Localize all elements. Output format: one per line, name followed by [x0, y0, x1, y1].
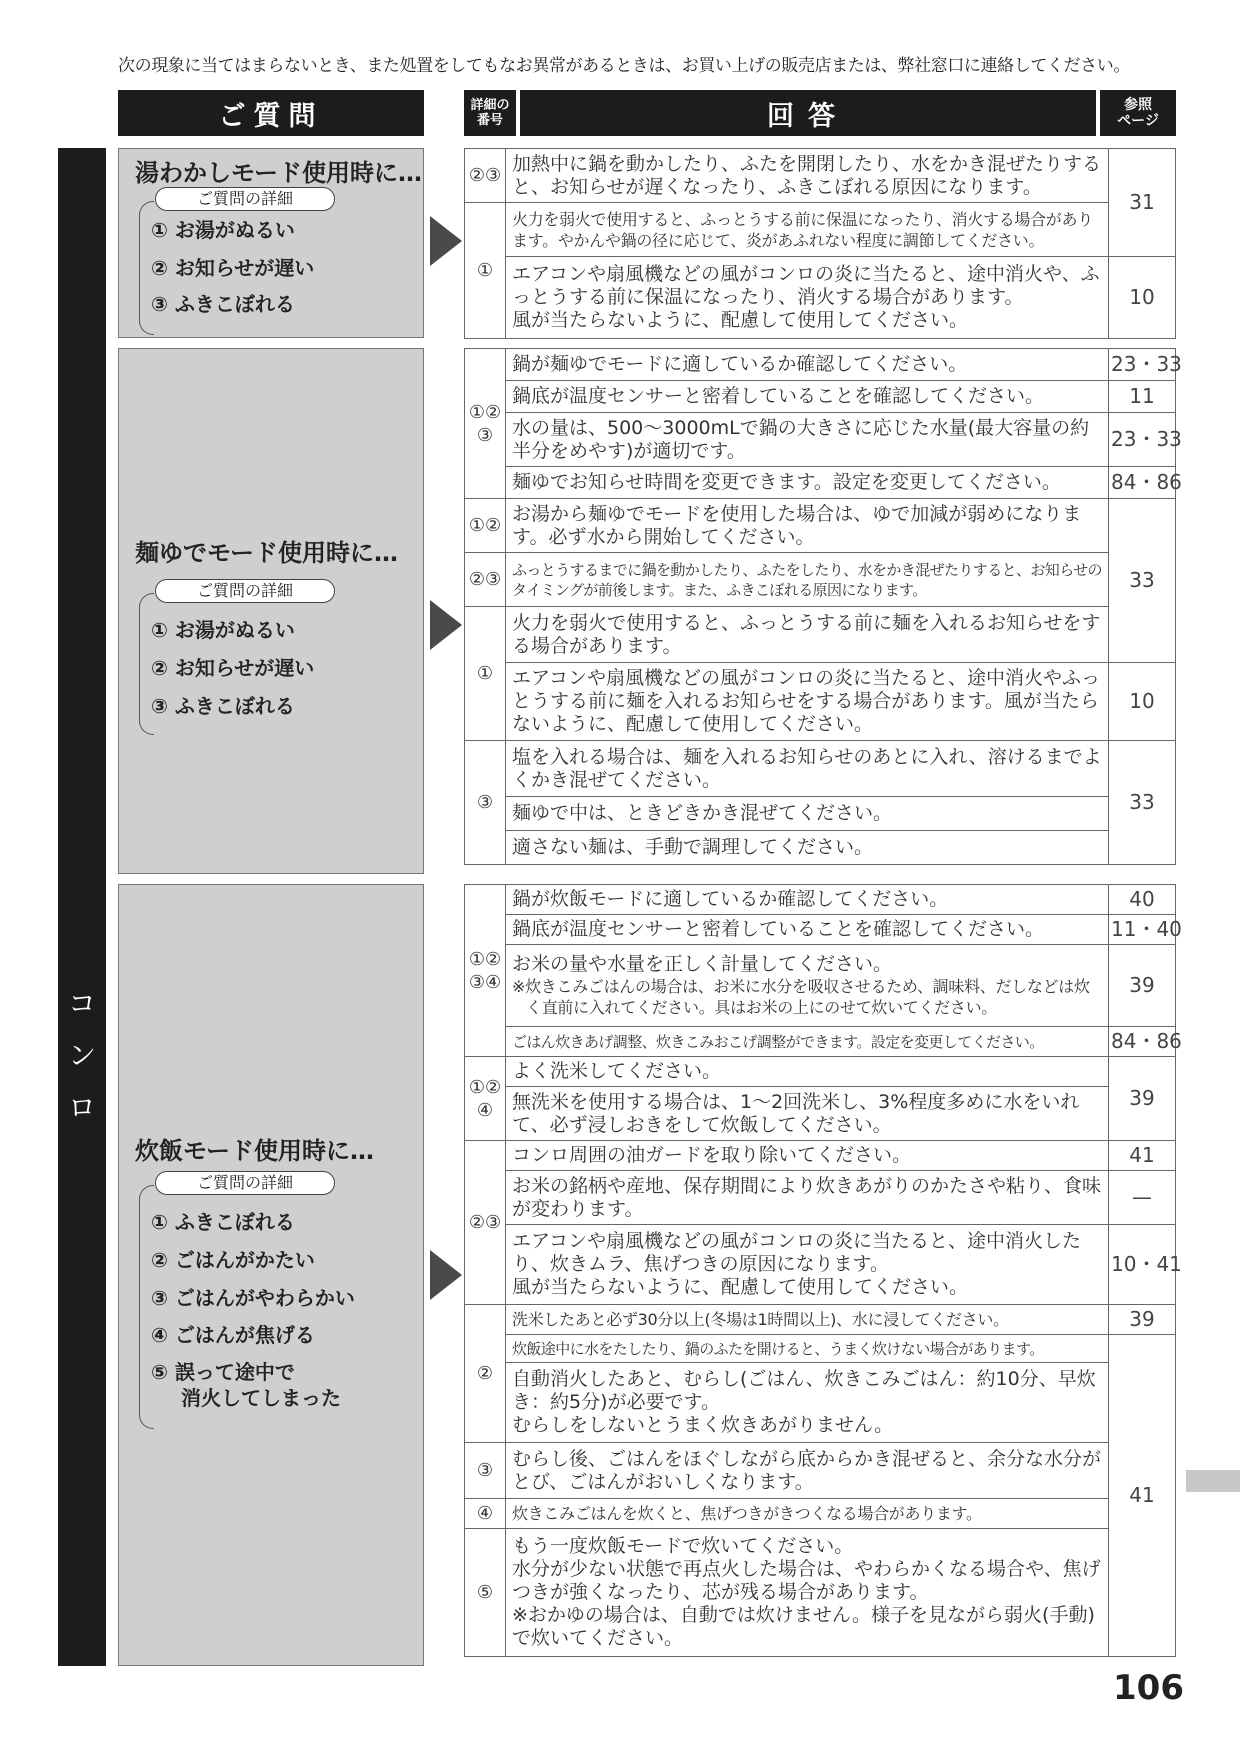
- answer-text: 鍋底が温度センサーと密着していることを確認してください。: [506, 381, 1109, 413]
- question-item: ③ ふきこぼれる: [151, 694, 295, 718]
- question-title: 湯わかしモード使用時に…: [135, 159, 423, 187]
- question-box-kettle: [118, 148, 424, 338]
- reference-page: 10: [1109, 257, 1176, 339]
- detail-number: ②: [465, 1305, 506, 1443]
- detail-number: ①②: [465, 499, 506, 553]
- reference-page: 33: [1109, 499, 1176, 663]
- arrow-icon: [430, 216, 462, 266]
- header-answer: 回答: [520, 90, 1096, 136]
- detail-label: ご質問の詳細: [155, 579, 335, 603]
- answer-text: ふっとうするまでに鍋を動かしたり、ふたをしたり、水をかき混ぜたりすると、お知らせのタイミングが前後します。また、ふきこぼれる原因になります。: [506, 553, 1109, 607]
- question-item: ③ ふきこぼれる: [151, 292, 295, 316]
- question-item: ② お知らせが遅い: [151, 256, 315, 280]
- arrow-icon: [430, 600, 462, 650]
- reference-page: 11・40: [1109, 915, 1176, 945]
- question-item: ⑤ 誤って途中で: [151, 1360, 295, 1384]
- answer-text: 自動消火したあと、むらし(ごはん、炊きこみごはん：約10分、早炊き：約5分)が必要です。 むらしをしないとうまく炊きあがりません。: [506, 1363, 1109, 1443]
- section-sidebar: [58, 148, 106, 1666]
- answer-text: 塩を入れる場合は、麺を入れるお知らせのあとに入れ、溶けるまでよくかき混ぜてください。: [506, 741, 1109, 797]
- detail-number: ②③: [465, 553, 506, 607]
- question-item: ② お知らせが遅い: [151, 656, 315, 680]
- question-title: 炊飯モード使用時に…: [135, 1137, 375, 1165]
- answer-text: 麺ゆでお知らせ時間を変更できます。設定を変更してください。: [506, 467, 1109, 499]
- header-question: ご質問: [118, 90, 424, 136]
- reference-page: 39: [1109, 1057, 1176, 1141]
- reference-page: 84・86: [1109, 467, 1176, 499]
- answer-text: お湯から麺ゆでモードを使用した場合は、ゆで加減が弱めになります。必ず水から開始してください。: [506, 499, 1109, 553]
- answer-text: エアコンや扇風機などの風がコンロの炎に当たると、途中消火やふっとうする前に麺を入れるお知らせをする場合があります。風が当たらないように、配慮して使用してください。: [506, 663, 1109, 741]
- reference-page: 10・41: [1109, 1225, 1176, 1305]
- reference-page: 23・33: [1109, 413, 1176, 467]
- reference-page: 84・86: [1109, 1027, 1176, 1057]
- question-item: ① お湯がぬるい: [151, 618, 295, 642]
- reference-page: 11: [1109, 381, 1176, 413]
- header-reference-page: 参照 ページ: [1100, 90, 1176, 136]
- question-item: ① ふきこぼれる: [151, 1210, 295, 1234]
- detail-number: ⑤: [465, 1529, 506, 1657]
- reference-page: 41: [1109, 1335, 1176, 1657]
- answer-table-rice: [464, 884, 1182, 1657]
- question-item: ① お湯がぬるい: [151, 218, 295, 242]
- answer-cell: [506, 945, 1109, 1027]
- intro-text: 次の現象に当てはまらないとき、また処置をしてもなお異常があるときは、お買い上げの販売店または、弊社窓口に連絡してください。: [118, 56, 1130, 76]
- answer-text: 無洗米を使用する場合は、1〜2回洗米し、3%程度多めに水をいれて、必ず浸しおきをして炊飯してください。: [506, 1087, 1109, 1141]
- reference-page: 31: [1109, 149, 1176, 257]
- question-title: 麺ゆでモード使用時に…: [135, 539, 399, 567]
- reference-page: 10: [1109, 663, 1176, 741]
- detail-number: ③: [465, 741, 506, 865]
- answer-text: お米の銘柄や産地、保存期間により炊きあがりのかたさや粘り、食味が変わります。: [506, 1171, 1109, 1225]
- answer-text: 鍋が麺ゆでモードに適しているか確認してください。: [506, 349, 1109, 381]
- answer-table-noodle: [464, 348, 1182, 865]
- reference-page: 39: [1109, 945, 1176, 1027]
- detail-number: ②③: [465, 1141, 506, 1305]
- detail-number: ①: [465, 607, 506, 741]
- answer-text: むらし後、ごはんをほぐしながら底からかき混ぜると、余分な水分がとび、ごはんがおいしくなります。: [506, 1443, 1109, 1499]
- reference-page: 41: [1109, 1141, 1176, 1171]
- page-edge-tab: [1186, 1470, 1240, 1492]
- sidebar-label: コ ン ロ: [67, 987, 96, 1124]
- header-detail-number: 詳細の 番号: [464, 90, 516, 136]
- answer-text: エアコンや扇風機などの風がコンロの炎に当たると、途中消火したり、炊きムラ、焦げつきの原因になります。 風が当たらないように、配慮して使用してください。: [506, 1225, 1109, 1305]
- answer-note: ※炊きこみごはんの場合は、お米に水分を吸収させるため、調味料、だしなどは炊く直前に入れてください。具はお米の上にのせて炊いてください。: [512, 977, 1090, 1017]
- reference-page: 33: [1109, 741, 1176, 865]
- question-item: ④ ごはんが焦げる: [151, 1323, 315, 1347]
- answer-text: 炊きこみごはんを炊くと、焦げつきがきつくなる場合があります。: [506, 1499, 1109, 1529]
- answer-text: 火力を弱火で使用すると、ふっとうする前に麺を入れるお知らせをする場合があります。: [506, 607, 1109, 663]
- answer-text: 火力を弱火で使用すると、ふっとうする前に保温になったり、消火する場合があります。やかんや鍋の径に応じて、炎があふれない程度に調節してください。: [506, 203, 1109, 257]
- answer-text: 加熱中に鍋を動かしたり、ふたを開閉したり、水をかき混ぜたりすると、お知らせが遅くなったり、ふきこぼれる原因になります。: [506, 149, 1109, 203]
- detail-number: ②③: [465, 149, 506, 203]
- answer-table-kettle: [464, 148, 1176, 339]
- question-item: ③ ごはんがやわらかい: [151, 1286, 355, 1310]
- arrow-icon: [430, 1250, 462, 1300]
- question-item: ② ごはんがかたい: [151, 1248, 315, 1272]
- reference-page: 39: [1109, 1305, 1176, 1335]
- answer-text: ごはん炊きあげ調整、炊きこみおこげ調整ができます。設定を変更してください。: [506, 1027, 1109, 1057]
- answer-text: 麺ゆで中は、ときどきかき混ぜてください。: [506, 797, 1109, 831]
- answer-text: 水の量は、500〜3000mLで鍋の大きさに応じた水量(最大容量の約半分をめやす)が適切です。: [506, 413, 1109, 467]
- detail-number: ④: [465, 1499, 506, 1529]
- detail-number: ①② ③: [465, 349, 506, 499]
- answer-text: お米の量や水量を正しく計量してください。: [512, 953, 893, 975]
- reference-page: 23・33: [1109, 349, 1176, 381]
- question-item: 消火してしまった: [181, 1386, 341, 1410]
- answer-text: 鍋底が温度センサーと密着していることを確認してください。: [506, 915, 1109, 945]
- answer-text: 鍋が炊飯モードに適しているか確認してください。: [506, 885, 1109, 915]
- detail-number: ①: [465, 203, 506, 339]
- answer-text: 炊飯途中に水をたしたり、鍋のふたを開けると、うまく炊けない場合があります。: [506, 1335, 1109, 1363]
- reference-page: 40: [1109, 885, 1176, 915]
- reference-page: —: [1109, 1171, 1176, 1225]
- detail-number: ③: [465, 1443, 506, 1499]
- answer-text: 洗米したあと必ず30分以上(冬場は1時間以上)、水に浸してください。: [506, 1305, 1109, 1335]
- detail-number: ①② ③④: [465, 885, 506, 1057]
- answer-text: 適さない麺は、手動で調理してください。: [506, 831, 1109, 865]
- page-number: 106: [1113, 1668, 1184, 1708]
- answer-text: コンロ周囲の油ガードを取り除いてください。: [506, 1141, 1109, 1171]
- detail-number: ①② ④: [465, 1057, 506, 1141]
- detail-label: ご質問の詳細: [155, 187, 335, 211]
- answer-text: エアコンや扇風機などの風がコンロの炎に当たると、途中消火や、ふっとうする前に保温になったり、消火する場合があります。 風が当たらないように、配慮して使用してください。: [506, 257, 1109, 339]
- question-box-noodle: [118, 348, 424, 874]
- detail-label: ご質問の詳細: [155, 1171, 335, 1195]
- answer-text: もう一度炊飯モードで炊いてください。 水分が少ない状態で再点火した場合は、やわらかくなる場合や、焦げつきが強くなったり、芯が残る場合があります。 ※おかゆの場合は、自動では炊けません。様子を見ながら弱火(手動)で炊いてください。: [506, 1529, 1109, 1657]
- answer-text: よく洗米してください。: [506, 1057, 1109, 1087]
- question-box-rice: [118, 884, 424, 1666]
